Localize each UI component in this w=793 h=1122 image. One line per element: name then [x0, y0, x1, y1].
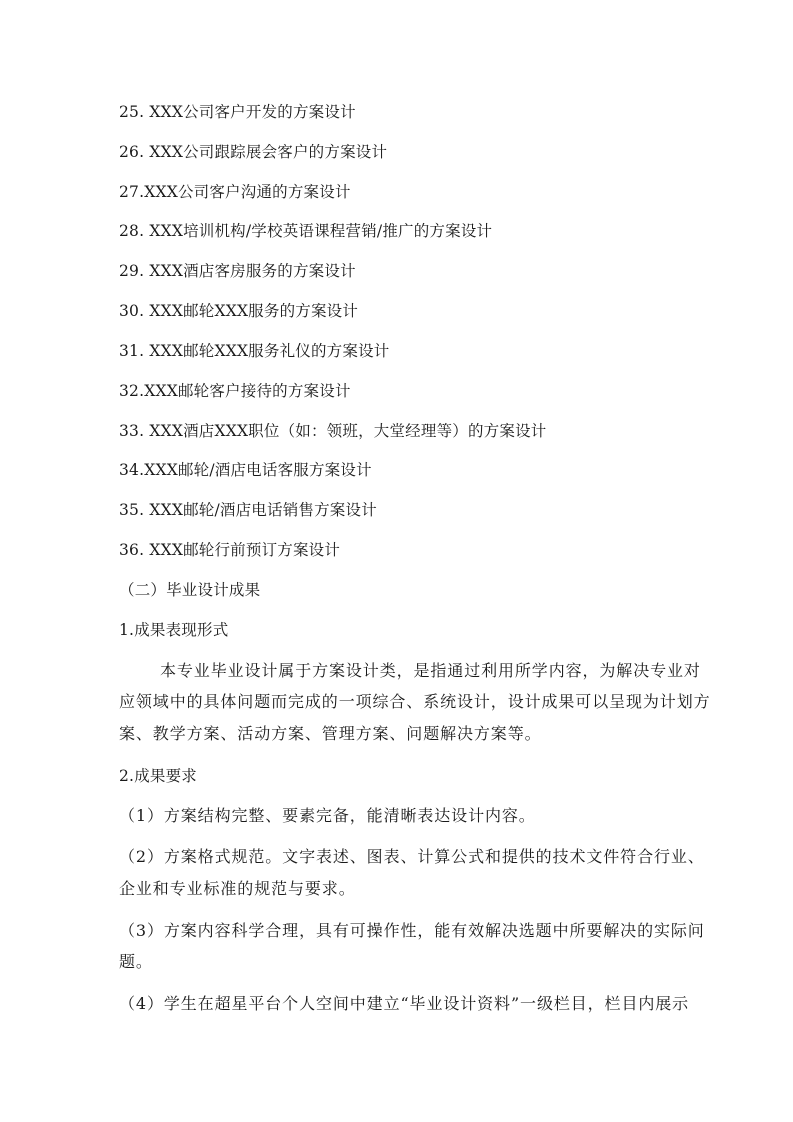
requirement-item-4: （4）学生在超星平台个人空间中建立“毕业设计资料”一级栏目，栏目内展示	[119, 994, 690, 1013]
requirement-item-2-cont: 企业和专业标准的规范与要求。	[119, 879, 356, 898]
paragraph-line: 本专业毕业设计属于方案设计类，是指通过利用所学内容，为解决专业对	[160, 661, 701, 680]
topic-item-34: 34.XXX邮轮/酒店电话客服方案设计	[119, 461, 372, 479]
requirement-item-2: （2）方案格式规范。文字表述、图表、计算公式和提供的技术文件符合行业、	[119, 847, 705, 866]
topic-item-35: 35. XXX邮轮/酒店电话销售方案设计	[119, 501, 377, 519]
topic-item-31: 31. XXX邮轮XXX服务礼仪的方案设计	[119, 342, 390, 360]
section-heading: （二）毕业设计成果	[119, 581, 261, 599]
topic-item-29: 29. XXX酒店客房服务的方案设计	[119, 262, 356, 280]
topic-item-26: 26. XXX公司跟踪展会客户的方案设计	[119, 143, 388, 161]
topic-item-25: 25. XXX公司客户开发的方案设计	[119, 103, 356, 121]
topic-item-30: 30. XXX邮轮XXX服务的方案设计	[119, 302, 359, 320]
requirement-item-3-cont: 题。	[119, 952, 153, 971]
topic-item-27: 27.XXX公司客户沟通的方案设计	[119, 183, 351, 201]
requirement-item-3: （3）方案内容科学合理，具有可操作性，能有效解决选题中所要解决的实际问	[119, 921, 705, 940]
topic-item-36: 36. XXX邮轮行前预订方案设计	[119, 541, 341, 559]
topic-item-28: 28. XXX培训机构/学校英语课程营销/推广的方案设计	[119, 222, 493, 240]
paragraph-line: 案、教学方案、活动方案、管理方案、问题解决方案等。	[119, 724, 542, 743]
requirement-item-1: （1）方案结构完整、要素完备，能清晰表达设计内容。	[119, 806, 536, 825]
topic-item-32: 32.XXX邮轮客户接待的方案设计	[119, 382, 351, 400]
topic-item-33: 33. XXX酒店XXX职位（如：领班，大堂经理等）的方案设计	[119, 422, 547, 440]
subheading-requirements: 2.成果要求	[119, 767, 197, 785]
subheading-form: 1.成果表现形式	[119, 621, 229, 639]
paragraph-line: 应领域中的具体问题而完成的一项综合、系统设计，设计成果可以呈现为计划方	[119, 692, 711, 711]
